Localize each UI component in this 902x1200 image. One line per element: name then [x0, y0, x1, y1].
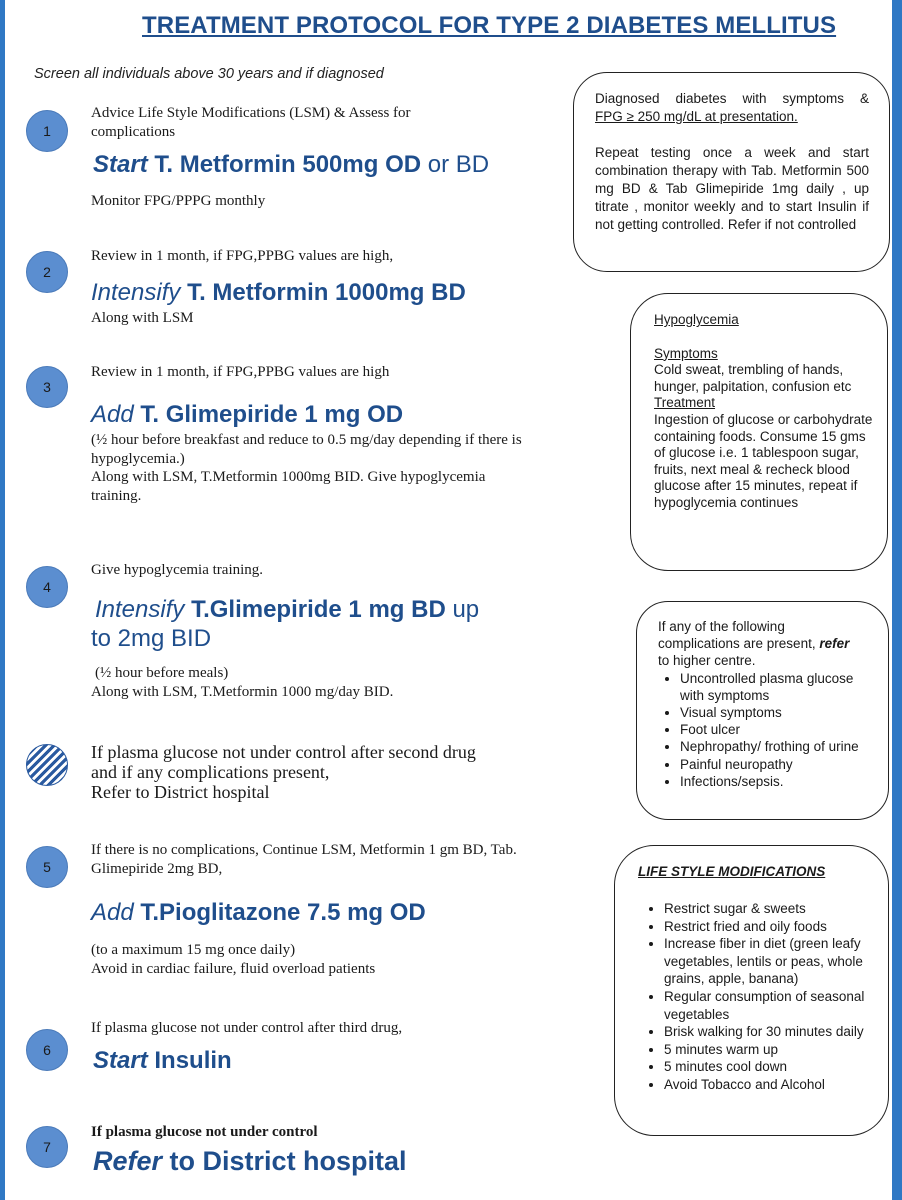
lifestyle-heading: LIFE STYLE MODIFICATIONS [638, 864, 826, 879]
step-4-drug-line-2 [91, 625, 211, 653]
step-7-pre: If plasma glucose not under control [91, 1124, 318, 1140]
left-border-bar [0, 0, 5, 1200]
step-1-drug-tail: or BD [421, 151, 490, 178]
step-4-drug [95, 596, 479, 624]
complications-item: • Foot ulcer [680, 721, 880, 738]
page-title: TREATMENT PROTOCOL FOR TYPE 2 DIABETES MELLITUS [142, 12, 837, 39]
step-2-drug [91, 279, 466, 307]
symptoms-box-line-1: Diagnosed diabetes with symptoms & [595, 91, 869, 106]
lifestyle-item: • Increase fiber in diet (green leafy vegetables, lentils or peas, whole grains, apple, banana) [664, 935, 880, 988]
step-7-verb: Refer [93, 1146, 163, 1176]
step-3-drug-name: T. Glimepiride 1 mg OD [140, 401, 404, 428]
refer-step-badge [26, 744, 68, 786]
step-4-pre: Give hypoglycemia training. [91, 562, 264, 578]
complications-intro-1: If any of the following [658, 619, 785, 634]
complications-intro-2-text: complications are present, [658, 636, 816, 652]
refer-step-line-3: Refer to District hospital [91, 782, 270, 802]
step-7-drug [93, 1146, 407, 1177]
step-6-verb: Start [93, 1047, 148, 1074]
step-5-drug-name: T.Pioglitazone 7.5 mg OD [140, 899, 426, 926]
complications-item: • Painful neuropathy [680, 756, 880, 773]
lifestyle-item: • 5 minutes cool down [664, 1058, 880, 1076]
complications-box [636, 601, 889, 820]
symptoms-box-text [595, 90, 869, 234]
lifestyle-item: • Brisk walking for 30 minutes daily [664, 1023, 880, 1041]
step-1-drug-name: T. Metformin 500mg OD [154, 151, 422, 178]
lifestyle-item: • Restrict fried and oily foods [664, 918, 880, 936]
step-3-drug [91, 401, 403, 429]
step-4-drug-name: T.Glimepiride 1 mg BD [191, 596, 446, 623]
step-4-badge: 4 [26, 566, 68, 608]
hypoglycemia-symptoms-heading: Symptoms [654, 345, 718, 361]
step-3-pre: Review in 1 month, if FPG,PPBG values are high [91, 364, 390, 380]
step-2-pre: Review in 1 month, if FPG,PPBG values are high, [91, 248, 394, 264]
complications-intro-2 [658, 635, 880, 652]
step-1-verb: Start [93, 151, 148, 178]
step-1-drug [93, 151, 489, 179]
hypoglycemia-box-text [654, 312, 876, 512]
complications-item: • Nephropathy/ frothing of urine [680, 738, 880, 755]
step-2-drug-name: T. Metformin 1000mg BD [187, 279, 466, 306]
step-2-verb: Intensify [91, 279, 181, 306]
step-2-post: Along with LSM [91, 310, 194, 326]
step-3-verb: Add [91, 401, 134, 428]
step-5-verb: Add [91, 899, 134, 926]
step-5-drug [91, 899, 426, 927]
step-6-badge: 6 [26, 1029, 68, 1071]
complications-refer-word: refer [819, 636, 850, 652]
lifestyle-list [638, 900, 880, 1094]
step-4-drug-tail: up [445, 596, 480, 623]
hypoglycemia-treatment-heading: Treatment [654, 395, 716, 411]
lifestyle-item: • Avoid Tobacco and Alcohol [664, 1076, 880, 1094]
step-5-pre: If there is no complications, Continue LSM, Metformin 1 gm BD, Tab. Glimepiride 2mg BD, [91, 842, 517, 877]
lifestyle-item: • Restrict sugar & sweets [664, 900, 880, 918]
complications-item: • Infections/sepsis. [680, 773, 880, 790]
hypoglycemia-heading: Hypoglycemia [654, 312, 739, 327]
step-1-pre: Advice Life Style Modifications (LSM) & Assess for complications [91, 105, 411, 140]
step-7-badge: 7 [26, 1126, 68, 1168]
step-6-pre: If plasma glucose not under control after third drug, [91, 1020, 403, 1036]
step-6-drug-name: Insulin [154, 1047, 232, 1074]
step-3-badge: 3 [26, 366, 68, 408]
step-1-post: Monitor FPG/PPPG monthly [91, 193, 266, 209]
step-4-verb: Intensify [95, 596, 185, 623]
step-1-badge: 1 [26, 110, 68, 152]
step-3-post-1: (½ hour before breakfast and reduce to 0.5 mg/day depending if there is hypoglycemia.) [91, 432, 522, 467]
hypoglycemia-treatment-text: Ingestion of glucose or carbohydrate containing foods. Consume 15 gms of glucose i.e. 1 tablespoon sugar, fruits, next meal & recheck blood glucose after 15 minutes, repeat if hypoglycemia continues [654, 411, 873, 510]
step-4-post-1: (½ hour before meals) [95, 665, 229, 681]
complications-item: • Uncontrolled plasma glucose with symptoms [680, 670, 880, 704]
lifestyle-item: • Regular consumption of seasonal vegetables [664, 988, 880, 1023]
symptoms-box-line-2: FPG ≥ 250 mg/dL at presentation. [595, 109, 798, 124]
step-4-drug-tail-2: to 2mg BID [91, 625, 212, 652]
step-6-drug [93, 1047, 232, 1075]
complications-box-text [658, 618, 880, 790]
hypoglycemia-symptoms-text: Cold sweat, trembling of hands, hunger, palpitation, confusion etc [654, 362, 852, 394]
lifestyle-item: • 5 minutes warm up [664, 1041, 880, 1059]
lifestyle-box-text [638, 863, 880, 1094]
step-2-badge: 2 [26, 251, 68, 293]
step-5-post-1: (to a maximum 15 mg once daily) [91, 942, 296, 958]
step-5-badge: 5 [26, 846, 68, 888]
refer-step-line-2: and if any complications present, [91, 762, 330, 782]
complications-list [658, 670, 880, 790]
step-7-drug-name: to District hospital [169, 1146, 407, 1176]
refer-step-line-1: If plasma glucose not under control after second drug [91, 742, 476, 762]
complications-intro-3: to higher centre. [658, 653, 756, 669]
step-3-post-2: Along with LSM, T.Metformin 1000mg BID. Give hypoglycemia training. [91, 469, 486, 504]
symptoms-box-para: Repeat testing once a week and start combination therapy with Tab. Metformin 500 mg BD & Tab Glimepiride 1mg daily , up titrate , monitor weekly and to start Insulin if not getting controlled. Refer if not controlled [595, 145, 869, 232]
right-border-bar [892, 0, 902, 1200]
screening-note: Screen all individuals above 30 years and if diagnosed [34, 66, 384, 82]
step-4-post-2: Along with LSM, T.Metformin 1000 mg/day BID. [91, 684, 394, 700]
step-5-post-2: Avoid in cardiac failure, fluid overload patients [91, 961, 376, 977]
complications-item: • Visual symptoms [680, 704, 880, 721]
